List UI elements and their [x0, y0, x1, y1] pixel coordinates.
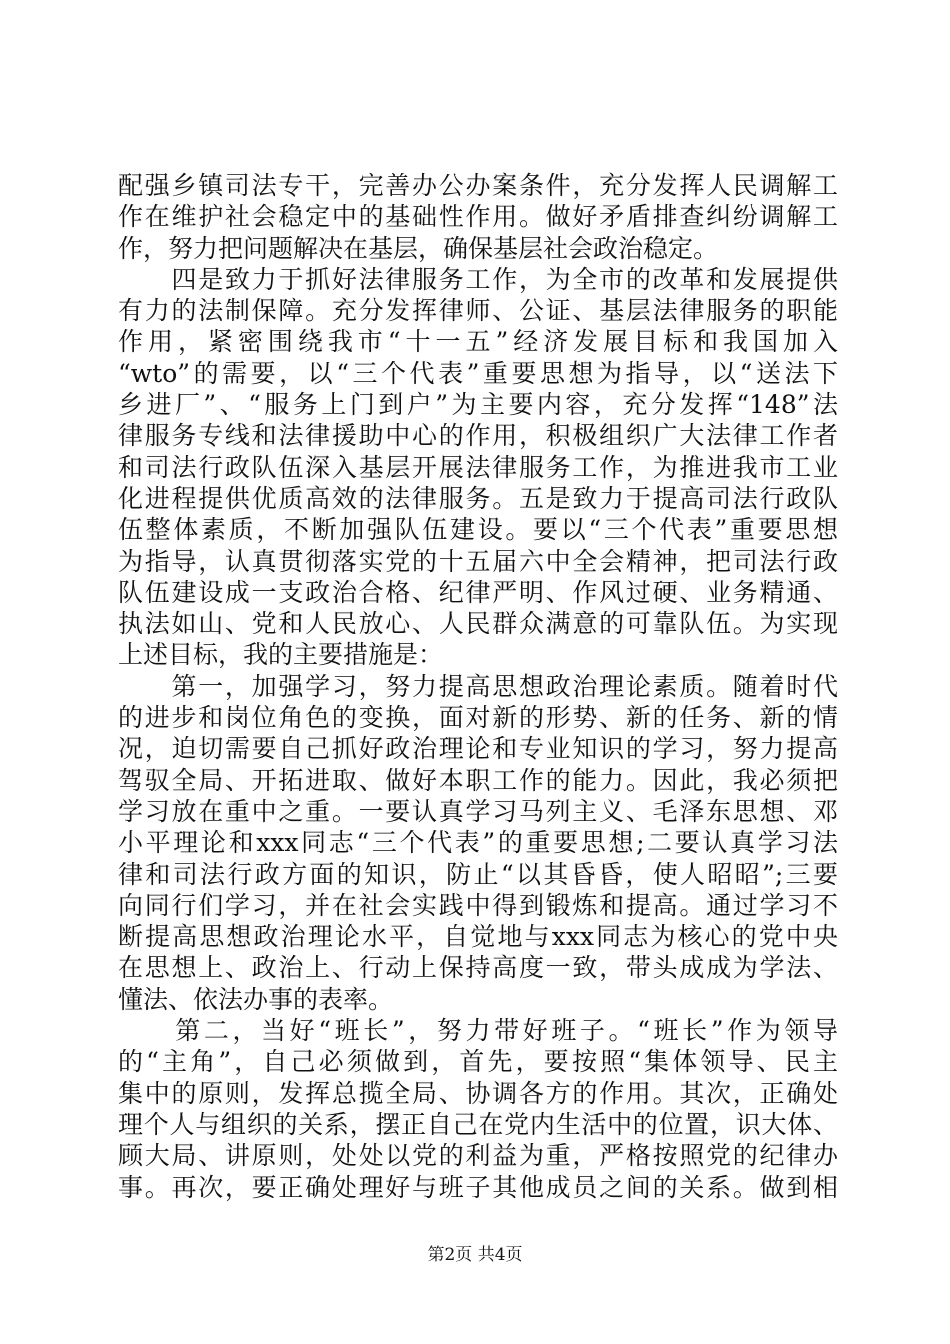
text-line: 向同行们学习，并在社会实践中得到锻炼和提高。通过学习不 [118, 890, 838, 920]
text-line: 有力的法制保障。充分发挥律师、公证、基层法律服务的职能 [118, 296, 838, 326]
text-line: 断提高思想政治理论水平，自觉地与xxx同志为核心的党中央 [118, 922, 838, 952]
text-line: 驾驭全局、开拓进取、做好本职工作的能力。因此，我必须把 [118, 765, 838, 795]
text-line: 理个人与组织的关系，摆正自己在党内生活中的位置，识大体、 [118, 1109, 838, 1139]
text-line: 作用，紧密围绕我市“十一五”经济发展目标和我国加入 [118, 327, 838, 357]
page-footer: 第2页 共4页 [427, 1245, 523, 1265]
text-line: 和司法行政队伍深入基层开展法律服务工作，为推进我市工业 [118, 452, 838, 482]
text-line: 学习放在重中之重。一要认真学习马列主义、毛泽东思想、邓 [118, 796, 838, 826]
text-line: 律和司法行政方面的知识，防止“以其昏昏，使人昭昭”;三要 [118, 859, 838, 889]
text-line: 懂法、依法办事的表率。 [118, 984, 394, 1014]
text-line: 的“主角”，自己必须做到，首先，要按照“集体领导、民主 [118, 1047, 838, 1077]
text-line: 化进程提供优质高效的法律服务。五是致力于提高司法行政队 [118, 483, 838, 513]
text-line: 在思想上、政治上、行动上保持高度一致，带头成成为学法、 [118, 953, 838, 983]
text-line: 执法如山、党和人民放心、人民群众满意的可靠队伍。为实现 [118, 609, 838, 639]
text-line: 律服务专线和法律援助中心的作用，积极组织广大法律工作者 [118, 421, 838, 451]
text-line: 上述目标，我的主要措施是： [118, 640, 444, 670]
text-line: 顾大局、讲原则，处处以党的利益为重，严格按照党的纪律办 [118, 1141, 838, 1171]
text-line: 伍整体素质，不断加强队伍建设。要以“三个代表”重要思想 [118, 515, 838, 545]
text-line: 配强乡镇司法专干，完善办公办案条件，充分发挥人民调解工 [118, 171, 838, 200]
text-line: 为指导，认真贯彻落实党的十五届六中全会精神，把司法行政 [118, 546, 838, 576]
text-line: 小平理论和xxx同志“三个代表”的重要思想;二要认真学习法 [118, 828, 838, 858]
text-line: 四是致力于抓好法律服务工作，为全市的改革和发展提供 [118, 264, 838, 294]
text-line: 事。再次，要正确处理好与班子其他成员之间的关系。做到相 [118, 1172, 838, 1202]
body-text [118, 170, 838, 1203]
text-line: 的进步和岗位角色的变换，面对新的形势、新的任务、新的情 [118, 703, 838, 733]
text-line: 第一，加强学习，努力提高思想政治理论素质。随着时代 [118, 671, 838, 701]
text-line: 作在维护社会稳定中的基础性作用。做好矛盾排查纠纷调解工 [118, 202, 838, 232]
text-line: 队伍建设成一支政治合格、纪律严明、作风过硬、业务精通、 [118, 577, 838, 607]
text-line: 况，迫切需要自己抓好政治理论和专业知识的学习，努力提高 [118, 734, 838, 764]
text-line: “wto”的需要，以“三个代表”重要思想为指导，以“送法下 [118, 358, 838, 388]
text-line: 集中的原则，发挥总揽全局、协调各方的作用。其次，正确处 [118, 1078, 838, 1108]
text-line: 第二，当好“班长”，努力带好班子。“班长”作为领导 [118, 1016, 838, 1046]
text-line: 乡进厂”、“服务上门到户”为主要内容，充分发挥“148”法 [118, 390, 838, 420]
text-line: 作，努力把问题解决在基层，确保基层社会政治稳定。 [118, 233, 719, 263]
